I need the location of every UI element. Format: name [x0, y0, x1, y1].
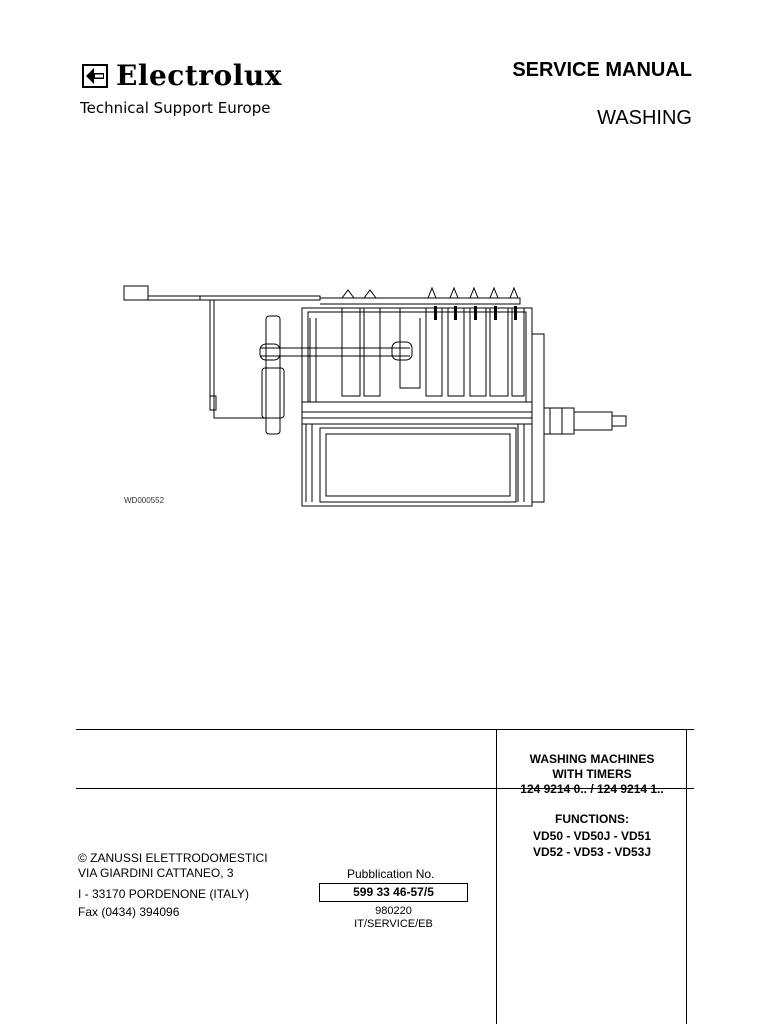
footer-divider-vertical [496, 729, 497, 1024]
document-title: SERVICE MANUAL [512, 59, 692, 81]
publication-department: IT/SERVICE/EB [354, 918, 433, 930]
product-line-2: WITH TIMERS [552, 767, 632, 781]
functions-line-1: VD50 - VD50J - VD51 [532, 829, 652, 843]
product-codes: 124 9214 0.. / 124 9214 1.. [520, 782, 664, 796]
brand-name: Electrolux [116, 59, 282, 92]
company-name: © ZANUSSI ELETTRODOMESTICI [78, 851, 268, 865]
functions-label: FUNCTIONS: [555, 812, 629, 826]
brand-tagline: Technical Support Europe [80, 99, 271, 117]
footer-top-rule [76, 729, 694, 730]
company-fax: Fax (0434) 394096 [78, 905, 180, 919]
product-line-1: WASHING MACHINES [529, 752, 655, 766]
publication-date: 980220 [375, 905, 412, 917]
functions-line-2: VD52 - VD53 - VD53J [532, 845, 652, 859]
publication-label: Pubblication No. [347, 867, 435, 881]
electrolux-logo-icon [82, 64, 108, 88]
drawing-code: WD000552 [124, 496, 165, 505]
publication-number: 599 33 46-57/5 [319, 883, 468, 902]
footer-right-vertical [686, 729, 687, 1024]
company-city: I - 33170 PORDENONE (ITALY) [78, 887, 249, 901]
timer-assembly-drawing [110, 278, 640, 510]
company-street: VIA GIARDINI CATTANEO, 3 [78, 866, 234, 880]
document-subtitle: WASHING [597, 107, 692, 129]
